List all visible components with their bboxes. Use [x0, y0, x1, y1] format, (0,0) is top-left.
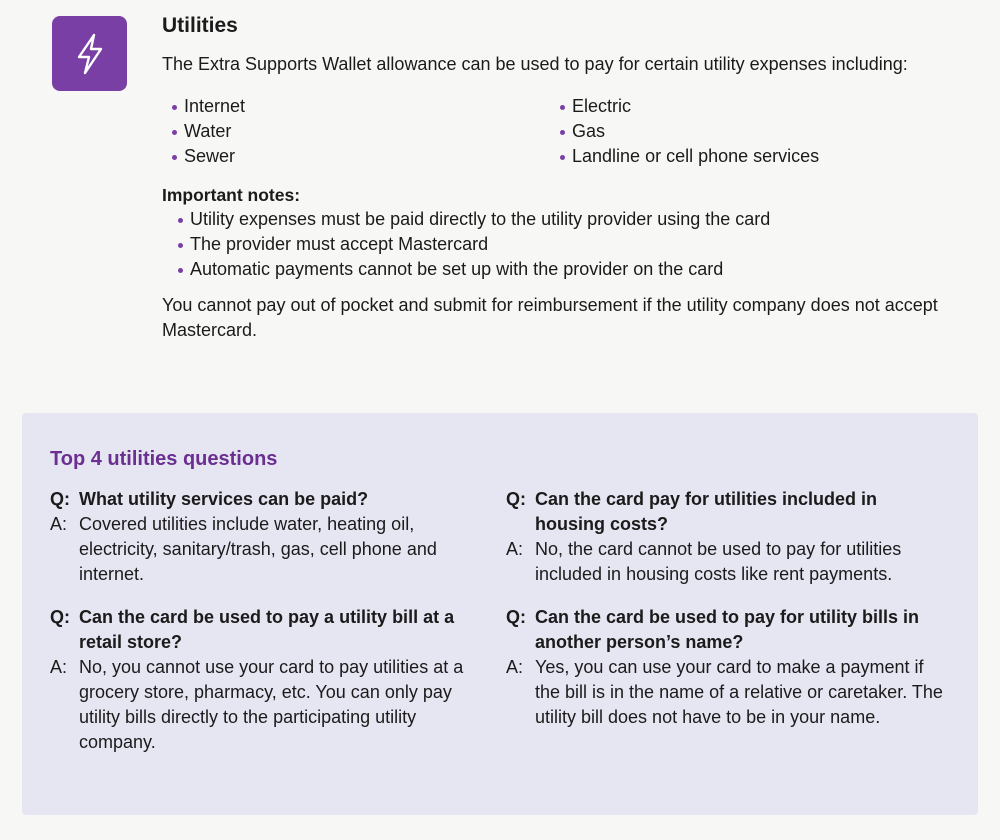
list-item: Water: [170, 119, 558, 144]
question-text: Can the card be used to pay for utility bills in another person’s name?: [535, 607, 920, 652]
question-text: Can the card pay for utilities included in housing costs?: [535, 489, 878, 534]
question-label: Q:: [50, 607, 70, 627]
faq-answer: [50, 655, 480, 755]
utilities-column-left: [170, 94, 558, 169]
question-label: Q:: [506, 607, 526, 627]
faq-column-left: [50, 487, 480, 773]
list-item: Internet: [170, 94, 558, 119]
list-item: Electric: [558, 94, 938, 119]
faq-answer: [506, 655, 946, 730]
faq-panel: [22, 413, 978, 815]
utilities-list: [170, 94, 962, 169]
faq-item: [50, 487, 480, 587]
list-item: Landline or cell phone services: [558, 144, 938, 169]
list-item: Automatic payments cannot be set up with the provider on the card: [176, 257, 962, 282]
answer-label: A:: [50, 514, 68, 534]
faq-question: [50, 605, 480, 655]
important-notes-title: Important notes:: [162, 185, 301, 205]
question-text: What utility services can be paid?: [79, 489, 369, 509]
answer-text: No, the card cannot be used to pay for utilities included in housing costs like rent payments.: [535, 539, 902, 584]
faq-answer: [506, 537, 946, 587]
faq-item: [506, 487, 946, 587]
utilities-column-right: [558, 94, 938, 169]
lightning-bolt-icon: [70, 32, 110, 76]
question-label: Q:: [50, 489, 70, 509]
list-item: The provider must accept Mastercard: [176, 232, 962, 257]
answer-text: No, you cannot use your card to pay utilities at a grocery store, pharmacy, etc. You can only pay utility bills directly to the participating utility company.: [79, 657, 464, 752]
list-item: Utility expenses must be paid directly to the utility provider using the card: [176, 207, 962, 232]
section-title: Utilities: [162, 14, 238, 37]
answer-text: Covered utilities include water, heating oil, electricity, sanitary/trash, gas, cell phone and internet.: [79, 514, 437, 584]
list-item: Sewer: [170, 144, 558, 169]
closing-text: You cannot pay out of pocket and submit for reimbursement if the utility company does not accept Mastercard.: [162, 295, 938, 340]
utilities-icon-box: [52, 16, 127, 91]
faq-column-right: [506, 487, 946, 748]
question-text: Can the card be used to pay a utility bill at a retail store?: [79, 607, 455, 652]
list-item: Gas: [558, 119, 938, 144]
intro-text: The Extra Supports Wallet allowance can be used to pay for certain utility expenses including:: [162, 54, 908, 74]
faq-item: [50, 605, 480, 755]
faq-question: [50, 487, 480, 512]
answer-label: A:: [506, 657, 524, 677]
answer-text: Yes, you can use your card to make a payment if the bill is in the name of a relative or caretaker. The utility bill does not have to be in your name.: [535, 657, 943, 727]
faq-question: [506, 487, 946, 537]
faq-title: Top 4 utilities questions: [50, 448, 278, 470]
question-label: Q:: [506, 489, 526, 509]
faq-answer: [50, 512, 480, 587]
answer-label: A:: [50, 657, 68, 677]
important-notes-list: [176, 207, 962, 282]
utilities-section: [162, 12, 962, 343]
answer-label: A:: [506, 539, 524, 559]
faq-question: [506, 605, 946, 655]
faq-item: [506, 605, 946, 730]
